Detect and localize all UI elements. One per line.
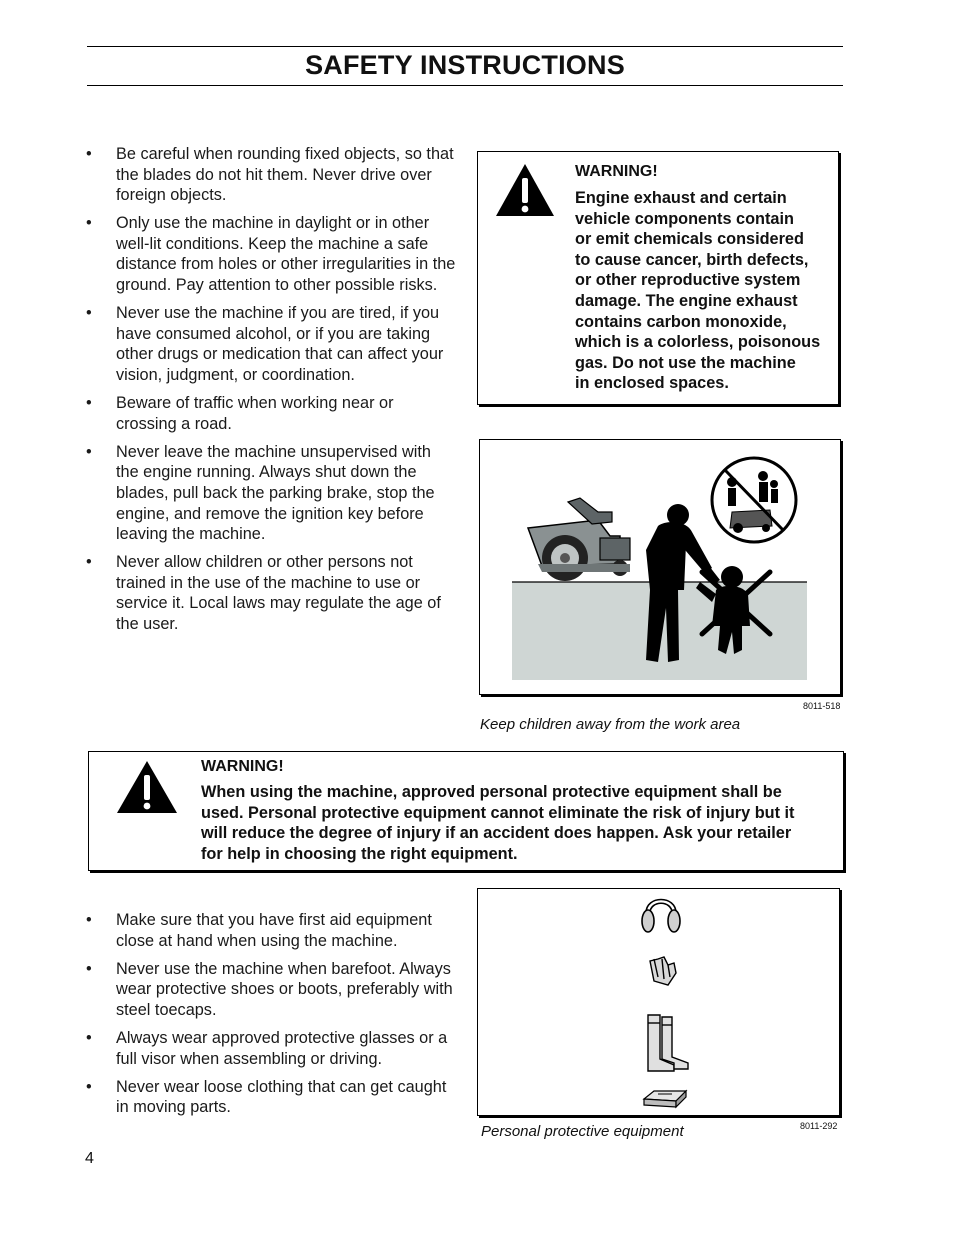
ear-protection-icon [642, 900, 680, 933]
bullet-marker: • [86, 553, 92, 572]
bullet-list-top [86, 144, 456, 642]
warning-line: vehicle components contain [575, 209, 794, 228]
bullet-marker: • [86, 1028, 92, 1047]
warning-line: damage. The engine exhaust [575, 291, 798, 310]
boots-icon [648, 1015, 688, 1071]
list-item [86, 144, 456, 206]
list-item [86, 1028, 456, 1069]
warning-line: When using the machine, approved personal protective equipment shall be [201, 783, 782, 801]
bullet-marker: • [86, 911, 92, 929]
page-title: SAFETY INSTRUCTIONS [305, 50, 625, 80]
warning-line: for help in choosing the right equipment. [201, 844, 518, 863]
list-item [86, 910, 456, 951]
bullet-list-bottom [86, 910, 456, 1125]
warning-heading: WARNING! [575, 163, 658, 180]
bullet-marker: • [86, 145, 92, 163]
figure-caption: Keep children away from the work area [480, 716, 741, 733]
gloves-icon [650, 957, 676, 985]
warning-line: or other reproductive system [575, 271, 801, 290]
bullet-marker: • [86, 304, 92, 323]
list-item [86, 393, 456, 434]
header-bottom-rule [87, 85, 843, 86]
warning-line: contains carbon monoxide, [575, 312, 787, 331]
bullet-marker: • [86, 1077, 92, 1096]
list-item-text: Make sure that you have first aid equipment close at hand when using the machine. [116, 911, 432, 950]
bullet-marker: • [86, 442, 92, 461]
list-item [86, 213, 456, 295]
list-item [86, 959, 456, 1021]
warning-line: used. Personal protective equipment cannot eliminate the risk of injury but it [201, 803, 795, 822]
list-item-text: Only use the machine in daylight or in other well-lit conditions. Keep the machine a safe distance from holes or other irregularities in the ground. Pay attention to other possible risks. [116, 214, 456, 295]
warning-box-exhaust [477, 151, 839, 405]
list-item-text: Beware of traffic when working near or crossing a road. [116, 394, 394, 433]
warning-line: in enclosed spaces. [575, 374, 729, 393]
warning-line: Engine exhaust and certain [575, 189, 787, 207]
no-persons-sign-icon [712, 458, 796, 542]
bullet-marker: • [86, 214, 92, 233]
figure-code: 8011-292 [800, 1121, 838, 1131]
warning-triangle-icon [115, 759, 179, 815]
list-item [86, 1077, 456, 1118]
warning-heading: WARNING! [201, 758, 284, 775]
list-item-text: Never allow children or other persons not trained in the use of the machine to use or service it. Local laws may regulate the age of the user. [116, 553, 441, 633]
warning-line: gas. Do not use the machine [575, 353, 796, 372]
children-away-illustration [480, 440, 839, 693]
figure-ppe [477, 888, 840, 1116]
warning-text [575, 188, 837, 394]
warning-text [201, 782, 841, 864]
bullet-marker: • [86, 959, 92, 978]
list-item-text: Never use the machine if you are tired, if you have consumed alcohol, or if you are taking other drugs or medication that can affect your vision, judgment, or coordination. [116, 304, 444, 384]
list-item [86, 552, 456, 634]
list-item [86, 442, 456, 545]
warning-line: will reduce the degree of injury if an accident does happen. Ask your retailer [201, 824, 792, 843]
ppe-illustration [478, 889, 838, 1114]
page-number: 4 [85, 1150, 94, 1167]
warning-line: to cause cancer, birth defects, [575, 250, 809, 269]
header-top-rule [87, 46, 843, 47]
list-item-text: Never wear loose clothing that can get caught in moving parts. [116, 1077, 447, 1117]
figure-children-away [479, 439, 841, 695]
warning-line: or emit chemicals considered [575, 230, 804, 249]
list-item-text: Be careful when rounding fixed objects, so that the blades do not hit them. Never drive over foreign objects. [116, 145, 454, 205]
list-item [86, 303, 456, 385]
warning-triangle-icon [494, 162, 556, 218]
figure-caption: Personal protective equipment [481, 1123, 684, 1140]
figure-code: 8011-518 [803, 701, 841, 711]
warning-box-ppe [88, 751, 844, 871]
warning-line: which is a colorless, poisonous [575, 333, 821, 352]
list-item-text: Never leave the machine unsupervised with the engine running. Always shut down the blades, pull back the parking brake, stop the engine, and remove the ignition key before leaving the machine. [116, 442, 435, 544]
mower-icon [528, 498, 630, 581]
list-item-text: Never use the machine when barefoot. Always wear protective shoes or boots, preferably with steel toecaps. [116, 959, 453, 1019]
bullet-marker: • [86, 394, 92, 413]
list-item-text: Always wear approved protective glasses or a full visor when assembling or driving. [116, 1028, 448, 1068]
first-aid-kit-icon [644, 1091, 686, 1107]
